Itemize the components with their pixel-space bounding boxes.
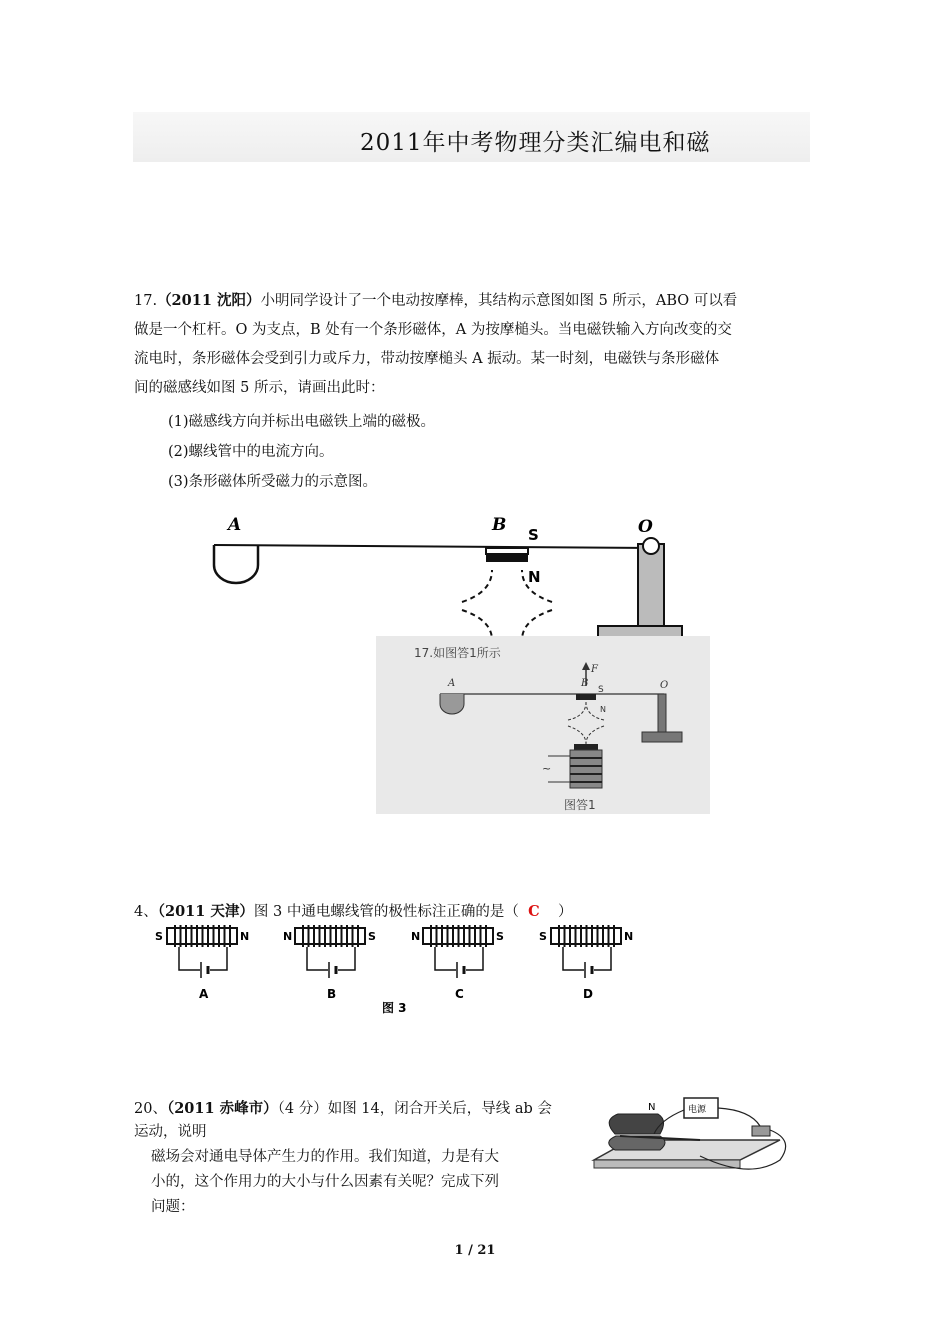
option-label: D [583,987,593,1001]
solenoid-option-c [411,925,504,1001]
label-n-small: N [600,705,606,714]
answer-field-line [586,726,604,744]
pole-label-right: N [240,930,250,943]
bar-magnet-s [486,548,528,554]
q4-text: 图 3 中通电螺线管的极性标注正确的是（ [253,904,519,920]
label-s-small: S [598,685,604,695]
label-o-small: O [660,680,669,691]
answer-heading: 17.如图答1所示 [414,646,501,660]
force-arrowhead [582,662,590,670]
label-a-small: A [448,678,456,689]
label-ac: ~ [542,762,552,775]
label-b-small: B [581,678,589,689]
q20-number: 20、 [134,1101,167,1117]
q20-line-5: 问题： [151,1199,195,1215]
massage-head [214,545,258,583]
pole-label-right: N [624,930,634,943]
pole-label-left: N [411,930,421,943]
pivot-post [638,544,664,634]
answer-post [658,694,666,734]
q17-line-4: 间的磁感线如图 5 所示，请画出此时： [134,380,385,396]
q17-text-1: 小明同学设计了一个电动按摩棒，其结构示意图如图 5 所示，ABO 可以看 [260,293,738,309]
q4-figure [145,920,665,1020]
q20-line-2: 运动，说明 [134,1124,207,1140]
page-title: 2011年中考物理分类汇编电和磁 [360,130,711,156]
q17-line-3: 流电时，条形磁体会受到引力或斥力，带动按摩槌头 A 振动。某一时刻，电磁铁与条形磁体 [134,351,720,367]
circuit-wire [563,947,611,970]
pole-label-left: S [539,930,547,943]
label-n: N [528,568,541,586]
q20-label-n: N [648,1102,656,1113]
answer-diagram [376,636,710,814]
answer-caption: 图答1 [564,798,596,812]
q17-line-2: 做是一个杠杆。O 为支点，B 处有一个条形磁体，A 为按摩槌头。当电磁铁输入方向改变的交 [134,322,732,338]
q17-line-1 [134,286,814,316]
circuit-wire [435,947,483,970]
answer-core-top [574,744,598,750]
q17-item-1: (1)磁感线方向并标出电磁铁上端的磁极。 [168,414,436,430]
q17-number: 17. [134,293,158,309]
q20-text-1: （4 分）如图 14，闭合开关后，导线 ab 会 [277,1101,552,1117]
q20-line-4: 小的，这个作用力的大小与什么因素有关呢？完成下列 [151,1174,499,1190]
q20-figure [590,1090,800,1190]
answer-field-line [568,702,586,720]
q4-source: （2011 天津） [157,903,254,920]
answer-figure-photo [376,636,710,814]
answer-head [440,694,464,714]
page-number: 1 / 21 [454,1243,496,1258]
label-a: A [228,515,242,535]
circuit-wire [307,947,355,970]
circuit-wire [179,947,227,970]
solenoid-option-b [283,925,376,1001]
q20-source: （2011 赤峰市） [166,1100,278,1117]
lever-bar [214,545,652,548]
q20-battery-label: 电源 [688,1105,707,1115]
q17-source: （2011 沈阳） [157,292,261,309]
pole-label-right: S [496,930,504,943]
answer-field-line [568,726,586,744]
q17-item-3: (3)条形磁体所受磁力的示意图。 [168,474,378,490]
pole-label-right: S [368,930,376,943]
answer-magnet [576,694,596,700]
label-f: F [591,664,598,675]
q17-item-2: (2)螺线管中的电流方向。 [168,444,334,460]
pole-label-left: S [155,930,163,943]
option-label: C [455,987,464,1001]
q20-wire [718,1108,760,1126]
q20-line-3: 磁场会对通电导体产生力的作用。我们知道，力是有大 [151,1149,499,1165]
pivot-point [643,538,659,554]
solenoid-option-a [155,925,249,1001]
label-s: S [528,526,539,544]
q4-close: ） [558,904,573,920]
q4-number: 4、 [134,904,158,920]
option-label: A [199,987,209,1001]
solenoid-option-d [539,925,633,1001]
label-b: B [492,515,507,535]
q4-figure-caption: 图 3 [382,1001,407,1015]
pole-label-left: N [283,930,293,943]
q4-answer: C [528,903,540,920]
answer-base [642,732,682,742]
q17-figure [200,510,700,650]
bar-magnet-n [486,554,528,562]
field-line [462,570,492,602]
option-label: B [327,987,337,1001]
q20-switch [752,1126,770,1136]
label-o: O [638,517,653,537]
